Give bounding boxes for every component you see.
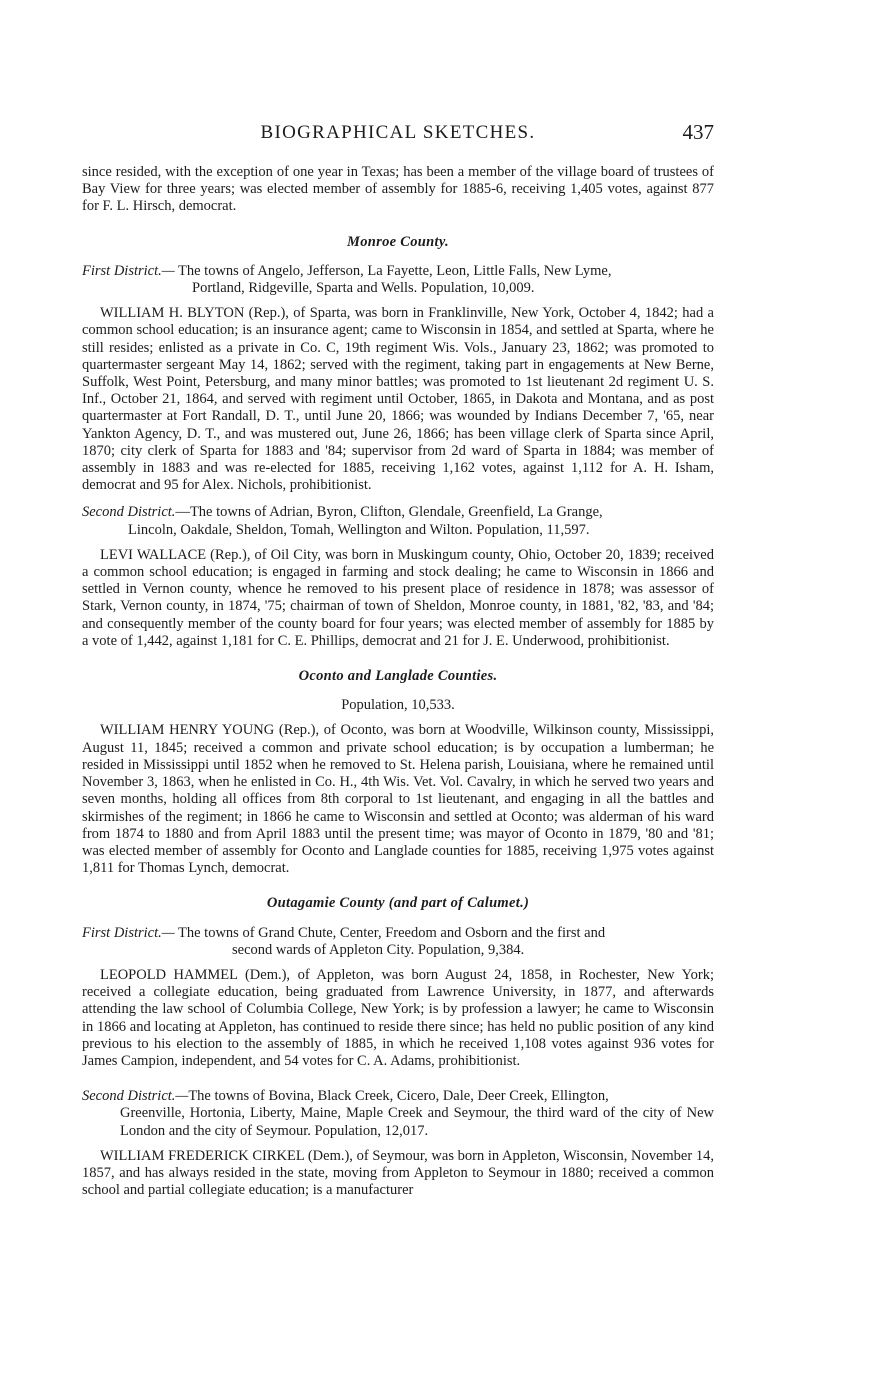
- county-heading-oconto: Oconto and Langlade Counties.: [298, 668, 498, 685]
- district-line-2: Lincoln, Oakdale, Sheldon, Tomah, Wellington and Wilton. Population, 11,597.: [128, 521, 590, 538]
- biography-paragraph: WILLIAM HENRY YOUNG (Rep.), of Oconto, was born at Woodville, Wilkinson county, Mississippi, August 11, 1845; received a common and private school education; is by occupation a lumberman; he resided in Mississippi until 1852 when he removed to St. Helena parish, Louisiana, where he remained until November 3, 1863, when he enlisted in Co. H., 4th Wis. Vet. Vol. Cavalry, in which he served two years and seven months, holding all offices from 8th corporal to 1st lieutenant, and engaging in all the battles and skirmishes of the regiment; in 1866 he came to Wisconsin and settled at Oconto; was alderman of his ward from 1874 to 1880 and from April 1883 until the present time; was mayor of Oconto in 1879, '80 and '81; was elected member of assembly for Oconto and Langlade counties for 1885, receiving 1,975 votes against 1,811 for Thomas Lynch, democrat.: [82, 722, 714, 877]
- district-outagamie-first: [82, 925, 714, 959]
- county-heading-outagamie: Outagamie County (and part of Calumet.): [266, 895, 530, 912]
- district-label: Second District.: [82, 504, 176, 521]
- county-heading-monroe: Monroe County.: [347, 233, 449, 250]
- district-monroe-second: [82, 504, 714, 538]
- running-head: BIOGRAPHICAL SKETCHES.: [260, 122, 536, 143]
- district-line-2: Portland, Ridgeville, Sparta and Wells. Population, 10,009.: [192, 280, 535, 297]
- district-line-1: The towns of Grand Chute, Center, Freedom and Osborn and the first and: [174, 924, 606, 941]
- biography-paragraph: LEVI WALLACE (Rep.), of Oil City, was born in Muskingum county, Ohio, October 20, 1839; received a common school education; is engaged in farming and stock dealing; he came to Wisconsin in 1866 and settled in Vernon county, whence he removed to his present place of residence in 1878; was assessor of Stark, Vernon county, in 1874, '75; chairman of town of Sheldon, Monroe county, in 1881, '82, '83, and '84; and consequently member of the county board for four years; was elected member of assembly for 1885 by a vote of 1,442, against 1,181 for C. E. Phillips, democrat and 21 for J. E. Underwood, prohibitionist.: [82, 546, 714, 649]
- district-line-2: second wards of Appleton City. Population, 9,384.: [232, 941, 525, 958]
- page-header: [82, 122, 714, 148]
- population-line: Population, 10,533.: [341, 697, 455, 714]
- district-outagamie-second: [82, 1088, 714, 1140]
- district-line-2: Greenville, Hortonia, Liberty, Maine, Maple Creek and Seymour, the third ward of the city of New London and the city of Seymour. Population, 12,017.: [120, 1105, 714, 1139]
- district-monroe-first: [82, 263, 714, 297]
- district-label: First District.—: [82, 924, 175, 941]
- biography-paragraph: LEOPOLD HAMMEL (Dem.), of Appleton, was born August 24, 1858, in Rochester, New York; received a collegiate education, being graduated from Lawrence University, in 1877, and afterwards attending the law school of Columbia College, New York; is by profession a lawyer; he came to Wisconsin in 1866 and locating at Appleton, has continued to reside there since; has held no public position of any kind previous to his election to the assembly of 1885, in which he received 1,108 votes against 936 votes for James Campion, independent, and 54 votes for C. A. Adams, prohibitionist.: [82, 966, 714, 1069]
- district-line-1: —The towns of Adrian, Byron, Clifton, Glendale, Greenfield, La Grange,: [175, 504, 603, 521]
- district-line-1: The towns of Bovina, Black Creek, Cicero, Dale, Deer Creek, Ellington,: [188, 1088, 609, 1105]
- district-line-1: The towns of Angelo, Jefferson, La Fayette, Leon, Little Falls, New Lyme,: [174, 262, 612, 279]
- biography-paragraph: WILLIAM H. BLYTON (Rep.), of Sparta, was born in Franklinville, New York, October 4, 1842; had a common school education; is an insurance agent; came to Wisconsin in 1854, and settled at Sparta, where he still resides; enlisted as a private in Co. C, 19th regiment Wis. Vols., January 23, 1862; was promoted to quartermaster sergeant May 14, 1862; served with the regiment, taking part in engagements at New Berne, Suffolk, West Point, Petersburg, and many minor battles; was promoted to 1st lieutenant 2d regiment U. S. Inf., October 21, 1864, and served with regiment until October, 1865, in Dakota and Montana, and as post quartermaster at Fort Randall, D. T., until June 20, 1866; was wounded by Indians December 7, '65, near Yankton Agency, D. T., and was mustered out, June 26, 1866; has been village clerk of Sparta since April, 1870; city clerk of Sparta for 1883 and '84; supervisor from 2d ward of Sparta in 1884; was member of assembly in 1883 and was re-elected for 1885, receiving 1,162 votes, against 1,112 for A. H. Isham, democrat and 95 for Alex. Nichols, prohibitionist.: [82, 305, 714, 494]
- biography-paragraph: WILLIAM FREDERICK CIRKEL (Dem.), of Seymour, was born in Appleton, Wisconsin, November 14, 1857, and has always resided in the state, moving from Appleton to Seymour in 1880; received a common school and partial collegiate education; is a manufacturer: [82, 1147, 714, 1199]
- district-label: Second District.—: [82, 1088, 189, 1105]
- page-number: 437: [682, 120, 714, 144]
- intro-paragraph: since resided, with the exception of one year in Texas; has been a member of the village board of trustees of Bay View for three years; was elected member of assembly for 1885-6, receiving 1,405 votes, against 877 for F. L. Hirsch, democrat.: [82, 164, 714, 215]
- page-body: [82, 164, 714, 1199]
- district-label: First District.—: [82, 262, 175, 279]
